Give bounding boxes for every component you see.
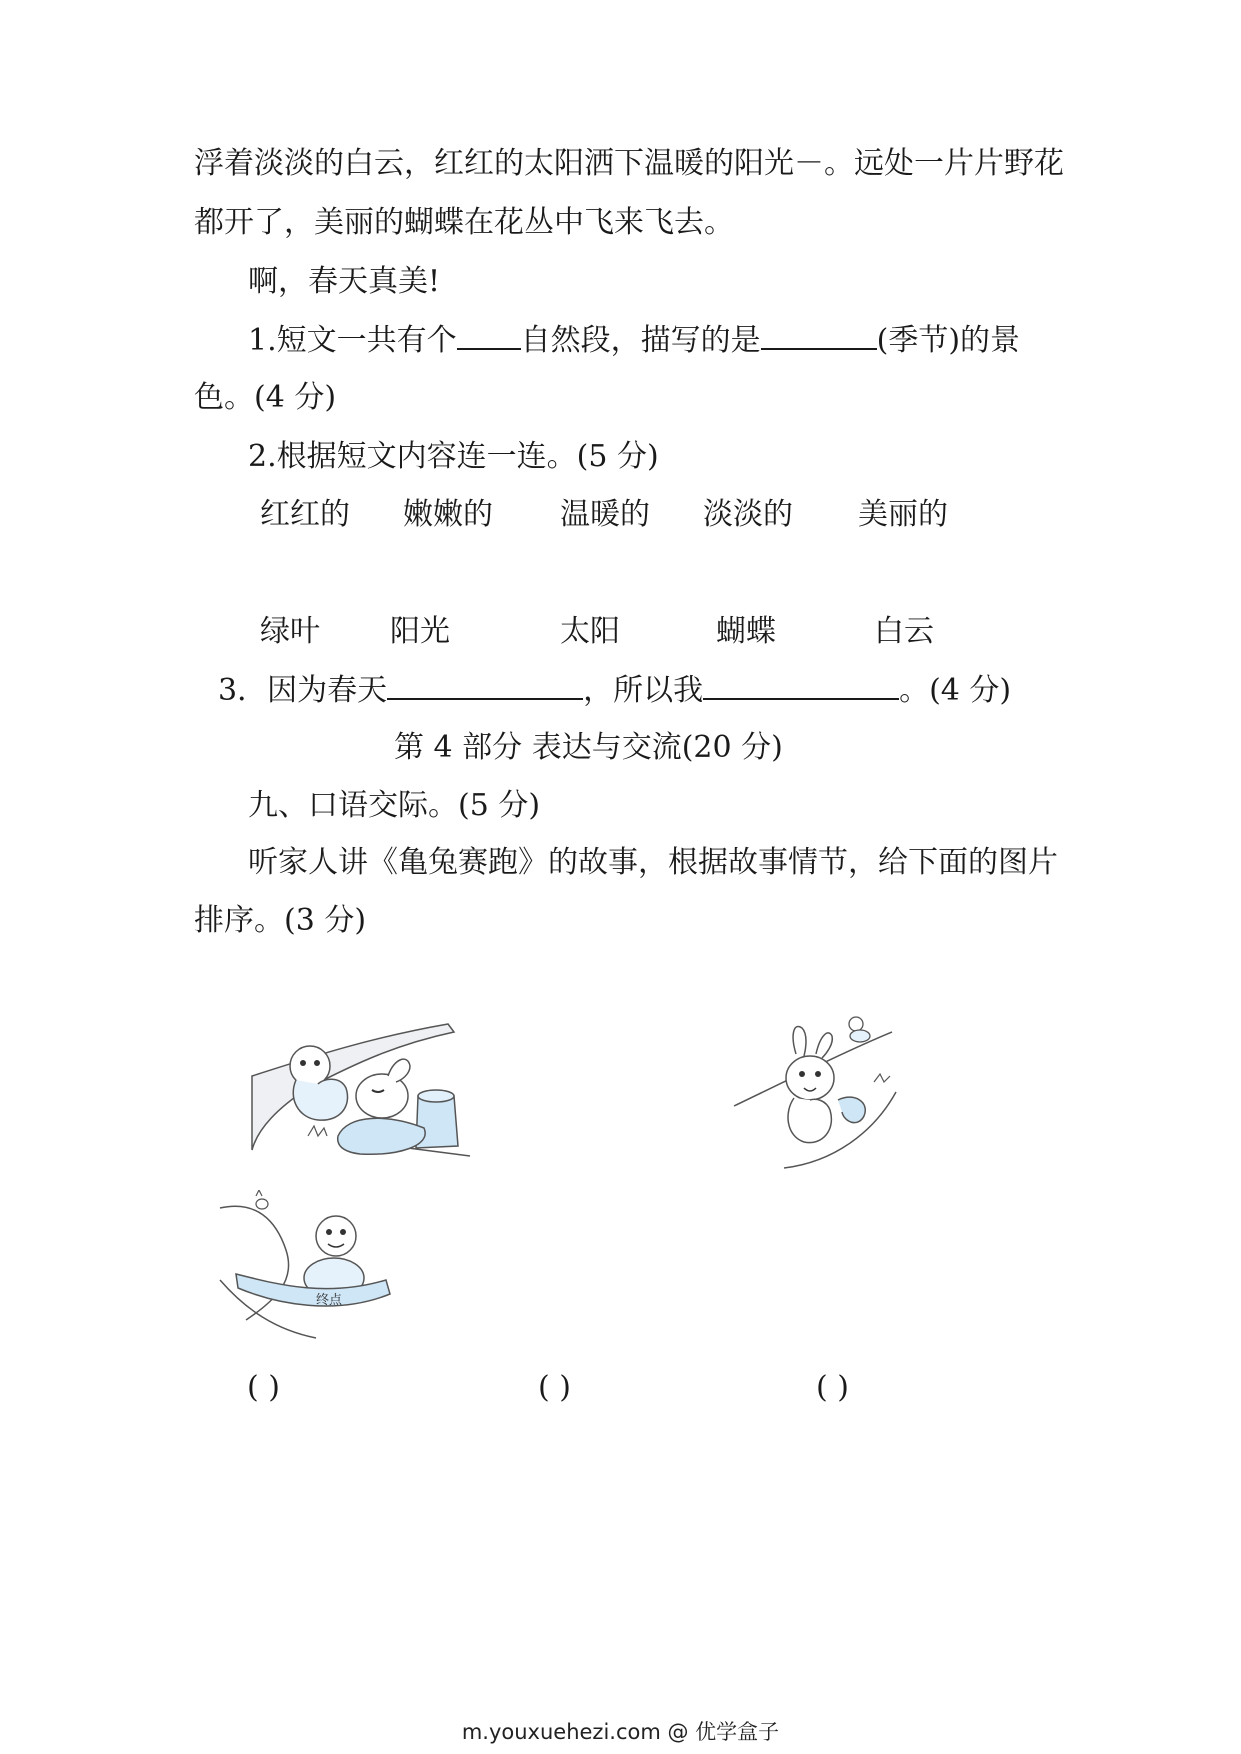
question-3	[218, 670, 1011, 711]
q3-blank-2[interactable]	[703, 670, 899, 700]
answer-paren-3[interactable]: ( )	[816, 1370, 849, 1405]
distant-rabbit	[256, 1199, 268, 1209]
match-bottom-word-2[interactable]: 阳光	[390, 614, 450, 649]
q3-text-c: 。(4 分)	[899, 673, 1012, 708]
rabbit-head	[786, 1056, 834, 1100]
question-1	[248, 320, 1020, 361]
match-bottom-word-3[interactable]: 太阳	[560, 614, 620, 649]
match-top-word-4[interactable]: 淡淡的	[703, 497, 793, 532]
passage-line-1: 浮着淡淡的白云，红红的太阳洒下温暖的阳光－。远处一片片野花	[194, 146, 1064, 181]
picture-running-rabbit	[724, 1012, 900, 1170]
q1-text-a: 1.短文一共有个	[248, 323, 457, 358]
tortoise-head	[316, 1216, 356, 1256]
question-2-title: 2.根据短文内容连一连。(5 分)	[248, 439, 659, 474]
footer-watermark: m.youxuehezi.com @ 优学盒子	[461, 1720, 780, 1744]
q1-text-b: 自然段，描写的是	[520, 323, 761, 358]
picture-tortoise-finish	[216, 1190, 392, 1342]
finish-banner-label: 终点	[316, 1293, 343, 1308]
q1-blank-season[interactable]	[761, 320, 877, 350]
answer-paren-2[interactable]: ( )	[538, 1370, 571, 1405]
distant-tortoise	[849, 1017, 863, 1031]
question-9-line-2: 排序。(3 分)	[194, 903, 367, 938]
match-bottom-word-4[interactable]: 蝴蝶	[716, 614, 776, 649]
rabbit-body	[788, 1098, 831, 1143]
tortoise-shell	[293, 1079, 347, 1120]
picture-sleeping-rabbit	[248, 1018, 474, 1168]
question-9-line-1: 听家人讲《亀兔赛跑》的故事，根据故事情节，给下面的图片	[248, 845, 1058, 880]
passage-line-3: 啊，春天真美!	[248, 264, 441, 299]
q1-blank-paragraphs[interactable]	[457, 320, 521, 350]
match-bottom-word-1[interactable]: 绿叶	[260, 614, 320, 649]
match-top-word-5[interactable]: 美丽的	[858, 497, 948, 532]
passage-line-2: 都开了，美丽的蝴蝶在花丛中飞来飞去。	[194, 205, 734, 240]
q1-text-c: (季节)的景	[876, 323, 1021, 358]
question-9-title: 九、口语交际。(5 分)	[248, 788, 541, 823]
match-top-word-1[interactable]: 红红的	[260, 497, 350, 532]
q3-blank-1[interactable]	[387, 670, 583, 700]
answer-paren-1[interactable]: ( )	[247, 1370, 280, 1405]
q3-text-a: 3．因为春天	[218, 673, 388, 708]
road-edge	[220, 1206, 289, 1320]
match-bottom-word-5[interactable]: 白云	[874, 614, 934, 649]
section-heading: 第 4 部分 表达与交流(20 分)	[394, 730, 783, 765]
match-top-word-2[interactable]: 嫩嫩的	[403, 497, 493, 532]
q3-text-b: ，所以我	[583, 673, 704, 708]
match-top-word-3[interactable]: 温暖的	[560, 497, 650, 532]
q1-line-2: 色。(4 分)	[194, 380, 337, 415]
dust-cloud	[838, 1097, 865, 1123]
